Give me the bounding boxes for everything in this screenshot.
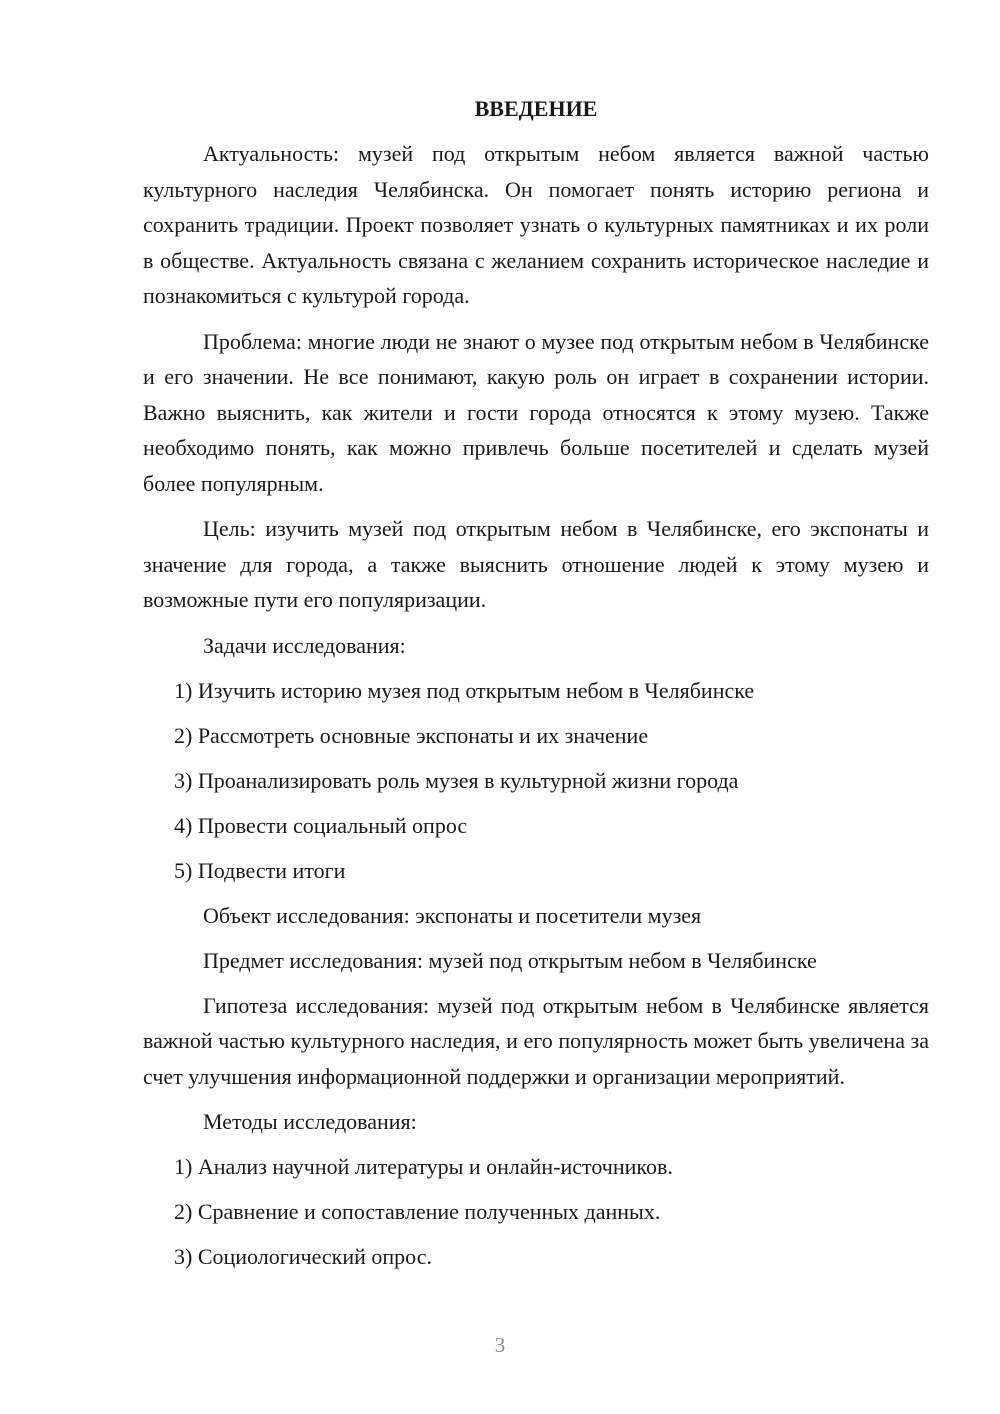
relevance-paragraph: Актуальность: музей под открытым небом является важной частью культурного наследия Челябинска. Он помогает понять историю региона и сохранить традиции. Проект позволяет узнать о культурных памятниках и их роли в обществе. Актуальность связана с желанием сохранить историческое наследие и познакомиться с культурой города.	[143, 141, 929, 308]
method-item-3: 3) Социологический опрос.	[174, 1244, 432, 1269]
tasks-heading: Задачи исследования:	[203, 632, 406, 658]
page-number: 3	[494, 1333, 506, 1357]
task-item-4: 4) Провести социальный опрос	[174, 812, 468, 838]
goal-paragraph: Цель: изучить музей под открытым небом в Челябинске, его экспонаты и значение для города, а также выяснить отношение людей к этому музею и возможные пути его популяризации.	[143, 516, 929, 612]
task-item-2: 2) Рассмотреть основные экспонаты и их значение	[174, 722, 649, 748]
research-subject: Предмет исследования: музей под открытым небом в Челябинске	[203, 947, 817, 973]
task-item-5: 5) Подвести итоги	[174, 857, 346, 883]
section-title: ВВЕДЕНИЕ	[474, 96, 598, 121]
task-item-1: 1) Изучить историю музея под открытым небом в Челябинске	[174, 677, 755, 703]
research-object: Объект исследования: экспонаты и посетители музея	[203, 902, 702, 928]
method-item-2: 2) Сравнение и сопоставление полученных данных.	[174, 1199, 661, 1224]
problem-paragraph: Проблема: многие люди не знают о музее под открытым небом в Челябинске и его значении. Не все понимают, какую роль он играет в сохранении истории. Важно выяснить, как жители и гости города относятся к этому музею. Также необходимо понять, как можно привлечь больше посетителей и сделать музей более популярным.	[143, 328, 929, 496]
method-item-1: 1) Анализ научной литературы и онлайн-источников.	[174, 1154, 673, 1179]
methods-heading: Методы исследования:	[203, 1109, 417, 1134]
hypothesis-paragraph: Гипотеза исследования: музей под открытым небом в Челябинске является важной частью культурного наследия, и его популярность может быть увеличена за счет улучшения информационной поддержки и организации мероприятий.	[143, 992, 929, 1089]
task-item-3: 3) Проанализировать роль музея в культурной жизни города	[174, 767, 739, 793]
document-page	[143, 94, 929, 1274]
